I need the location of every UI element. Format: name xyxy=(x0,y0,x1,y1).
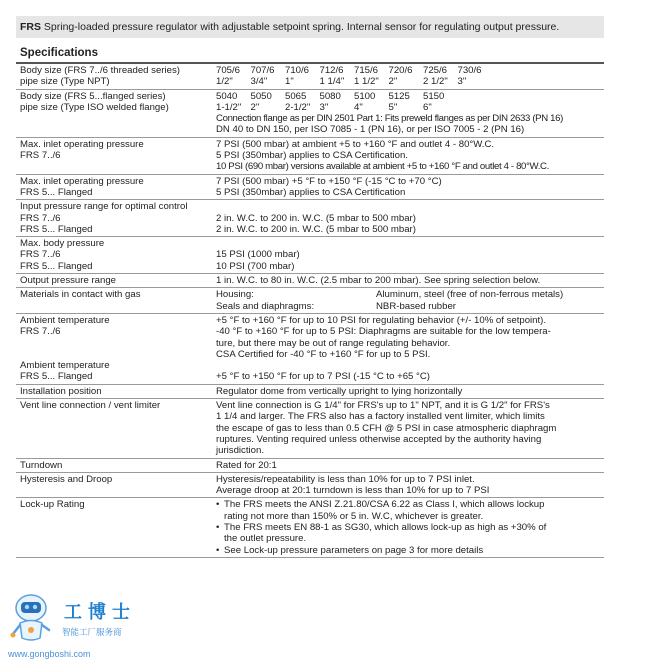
bullet-item xyxy=(216,545,600,556)
table-row xyxy=(16,288,604,314)
row-label xyxy=(16,237,212,274)
label-line: FRS 5... Flanged xyxy=(20,223,93,235)
table-row xyxy=(16,313,604,384)
size-cell: 5150 xyxy=(423,90,445,102)
label-line: FRS 7../6 xyxy=(20,249,61,261)
row-value xyxy=(212,64,604,89)
row-value xyxy=(212,200,604,237)
table-row xyxy=(16,472,604,498)
value-line: +5 °F to +150 °F for up to 7 PSI (-15 °C to +65 °C) xyxy=(216,371,430,383)
value-line: ruptures. Venting required unless otherwise accepted by the authority having xyxy=(216,433,542,445)
table-row xyxy=(16,137,604,174)
row-label xyxy=(16,64,212,89)
pipe-cell: 2 1/2" xyxy=(423,76,448,88)
row-value: 1 in. W.C. to 80 in. W.C. (2.5 mbar to 200 mbar). See spring selection below. xyxy=(212,274,604,288)
pipe-cell: 2-1/2" xyxy=(285,101,311,113)
pipe-cell: 1/2" xyxy=(216,76,233,88)
value-line: 5 PSI (350mbar) applies to CSA Certification. xyxy=(216,150,408,162)
value-line: 2 in. W.C. to 200 in. W.C. (5 mbar to 500 mbar) xyxy=(216,223,416,235)
value-line: Hysteresis/repeatability is less than 10% for up to 7 PSI inlet. xyxy=(216,473,475,485)
product-description: Spring-loaded pressure regulator with adjustable setpoint spring. Internal sensor for regulating output pressure. xyxy=(43,21,560,33)
size-cell: 730/6 xyxy=(457,65,482,76)
spacer xyxy=(216,201,600,212)
bullet-item xyxy=(216,499,600,522)
size-list xyxy=(216,91,600,102)
material-pair xyxy=(216,289,600,300)
table-row xyxy=(16,237,604,274)
row-label xyxy=(16,313,212,384)
label-line: FRS 5... Flanged xyxy=(20,371,93,383)
size-cell: 5080 xyxy=(319,90,341,102)
size-list xyxy=(216,65,600,76)
row-label: Lock-up Rating xyxy=(16,498,212,557)
label-line: Input pressure range for optimal control xyxy=(20,201,188,213)
label-line: Body size (FRS 7../6 threaded series) xyxy=(20,65,180,76)
value-line: jurisdiction. xyxy=(216,445,264,457)
row-value xyxy=(212,498,604,557)
label-line: Max. body pressure xyxy=(20,238,105,250)
header-banner xyxy=(16,16,604,38)
pipe-list xyxy=(216,102,600,113)
row-label: Materials in contact with gas xyxy=(16,288,212,314)
row-value xyxy=(212,472,604,498)
size-cell: 5100 xyxy=(354,90,376,102)
label-line: FRS 5... Flanged xyxy=(20,186,93,198)
value-line: 15 PSI (1000 mbar) xyxy=(216,249,300,261)
label-line: Ambient temperature xyxy=(20,314,110,326)
row-label xyxy=(16,137,212,174)
pipe-list xyxy=(216,76,600,87)
size-cell: 5040 xyxy=(216,90,238,102)
row-label xyxy=(16,174,212,200)
value-line: +5 °F to +160 °F for up to 10 PSI for regulating behavior (+/- 10% of setpoint). xyxy=(216,314,547,326)
label-line: pipe size (Type NPT) xyxy=(20,76,110,88)
row-label xyxy=(16,89,212,137)
value-line: 2 in. W.C. to 200 in. W.C. (5 mbar to 500 mbar) xyxy=(216,212,416,224)
material-pair xyxy=(216,301,600,312)
spacer xyxy=(216,360,600,371)
row-label: Vent line connection / vent limiter xyxy=(16,399,212,458)
bullet-icon: • xyxy=(216,521,220,533)
pipe-cell: 4" xyxy=(354,101,363,113)
section-title: Specifications xyxy=(20,47,98,59)
row-label xyxy=(16,200,212,237)
row-label: Turndown xyxy=(16,458,212,472)
spacer xyxy=(20,349,208,360)
material-key: Seals and diaphragms: xyxy=(216,300,315,312)
table-row xyxy=(16,200,604,237)
value-line: rating not more than 150% or 5 in. W.C, whichever is greater. xyxy=(224,510,484,522)
value-line: 1 1/4 and larger. The FRS also has a factory installed vent limiter, which limits xyxy=(216,411,545,423)
size-cell: 712/6 xyxy=(319,65,344,76)
label-line: pipe size (Type ISO welded flange) xyxy=(20,101,169,113)
material-key: Housing: xyxy=(216,289,254,301)
size-cell: 715/6 xyxy=(354,65,379,76)
table-row xyxy=(16,458,604,472)
brand-name: 工博士 xyxy=(64,602,136,623)
row-label: Hysteresis and Droop xyxy=(16,472,212,498)
table-row xyxy=(16,399,604,458)
table-row xyxy=(16,384,604,398)
label-line: Max. inlet operating pressure xyxy=(20,138,144,150)
value-line: CSA Certified for -40 °F to +160 °F for up to 5 PSI. xyxy=(216,348,431,360)
material-value: NBR-based rubber xyxy=(376,300,456,312)
material-value: Aluminum, steel (free of non-ferrous metals) xyxy=(376,289,564,301)
value-line: 7 PSI (500 mbar) +5 °F to +150 °F (-15 °C to +70 °C) xyxy=(216,175,442,187)
value-line: 10 PSI (700 mbar) xyxy=(216,260,295,272)
label-line: Body size (FRS 5...flanged series) xyxy=(20,90,166,102)
pipe-cell: 6" xyxy=(423,101,432,113)
brand-url[interactable]: www.gongboshi.com xyxy=(8,649,91,659)
row-value xyxy=(212,174,604,200)
table-row xyxy=(16,174,604,200)
size-cell: 5125 xyxy=(388,90,410,102)
watermark-logo xyxy=(2,586,172,664)
flange-note: Connection flange as per DIN 2501 Part 1: Fits preweld flanges as per DIN 2633 (PN 16) xyxy=(216,113,563,125)
spacer xyxy=(20,338,208,349)
value-line: Average droop at 20:1 turndown is less than 10% for up to 7 PSI xyxy=(216,485,490,497)
spacer xyxy=(216,238,600,249)
value-line: the escape of gas to less than 0.5 CFH @ 5 PSI in case atmospheric diaphragm xyxy=(216,422,557,434)
pipe-cell: 3" xyxy=(319,101,329,113)
pipe-cell: 2" xyxy=(250,101,260,113)
table-row xyxy=(16,498,604,557)
size-cell: 710/6 xyxy=(285,65,310,76)
bullet-item xyxy=(216,522,600,545)
label-line: FRS 7../6 xyxy=(20,212,61,224)
value-line: 7 PSI (500 mbar) at ambient +5 to +160 °F and outlet 4 - 80°W.C. xyxy=(216,138,495,150)
row-value xyxy=(212,89,604,137)
value-line: 10 PSI (690 mbar) versions available at ambient +5 to +160 °F and outlet 4 - 80°W.C. xyxy=(216,161,549,173)
pipe-cell: 2" xyxy=(388,76,398,88)
table-row xyxy=(16,274,604,288)
size-cell: 5065 xyxy=(285,90,307,102)
value-line: The FRS meets the ANSI Z.21.80/CSA 6.22 as Class I, which allows lockup xyxy=(224,499,545,511)
row-value xyxy=(212,288,604,314)
pipe-cell: 3" xyxy=(457,76,467,88)
row-value: Regulator dome from vertically upright to lying horizontally xyxy=(212,384,604,398)
table-row xyxy=(16,64,604,89)
spec-table xyxy=(16,64,604,558)
pipe-cell: 1" xyxy=(285,76,294,88)
size-cell: 725/6 xyxy=(423,65,448,76)
value-line: 5 PSI (350mbar) applies to CSA Certification xyxy=(216,186,406,198)
product-code: FRS xyxy=(20,21,41,33)
row-value xyxy=(212,237,604,274)
bullet-icon: • xyxy=(216,499,220,511)
row-value xyxy=(212,313,604,384)
value-line: the outlet pressure. xyxy=(224,533,307,545)
pipe-cell: 3/4" xyxy=(250,76,268,88)
row-label: Output pressure range xyxy=(16,274,212,288)
label-line: Max. inlet operating pressure xyxy=(20,175,144,187)
pipe-cell: 1 1/2" xyxy=(354,76,379,88)
size-cell: 705/6 xyxy=(216,65,241,76)
size-cell: 5050 xyxy=(250,90,272,102)
pipe-cell: 5" xyxy=(388,101,398,113)
row-value xyxy=(212,399,604,458)
value-line: Vent line connection is G 1/4" for FRS's up to 1" NPT, and it is G 1/2" for FRS's xyxy=(216,400,550,412)
row-label: Installation position xyxy=(16,384,212,398)
label-line: FRS 5... Flanged xyxy=(20,260,93,272)
value-line: The FRS meets EN 88-1 as SG30, which allows lock-up as high as +30% of xyxy=(224,521,547,533)
bullet-icon: • xyxy=(216,544,220,556)
table-row xyxy=(16,89,604,137)
label-line: FRS 7../6 xyxy=(20,150,61,162)
value-line: See Lock-up pressure parameters on page 3 for more details xyxy=(224,544,484,556)
pipe-cell: 1 1/4" xyxy=(319,76,345,88)
brand-subtitle: 智能工厂服务商 xyxy=(62,628,122,638)
value-line: ture, but there may be out of range regulating behavior. xyxy=(216,337,451,349)
value-line: -40 °F to +160 °F for up to 5 PSI: Diaphragms are suitable for the low tempera- xyxy=(216,326,551,338)
size-cell: 720/6 xyxy=(388,65,413,76)
flange-note: DN 40 to DN 150, per ISO 7085 - 1 (PN 16), or per ISO 7005 - 2 (PN 16) xyxy=(216,124,525,136)
robot-mascot-icon xyxy=(8,590,54,646)
row-value xyxy=(212,137,604,174)
size-cell: 707/6 xyxy=(250,65,275,76)
label-line: FRS 7../6 xyxy=(20,326,61,338)
row-value: Rated for 20:1 xyxy=(212,458,604,472)
pipe-cell: 1-1/2" xyxy=(216,101,242,113)
label-line: Ambient temperature xyxy=(20,360,110,372)
